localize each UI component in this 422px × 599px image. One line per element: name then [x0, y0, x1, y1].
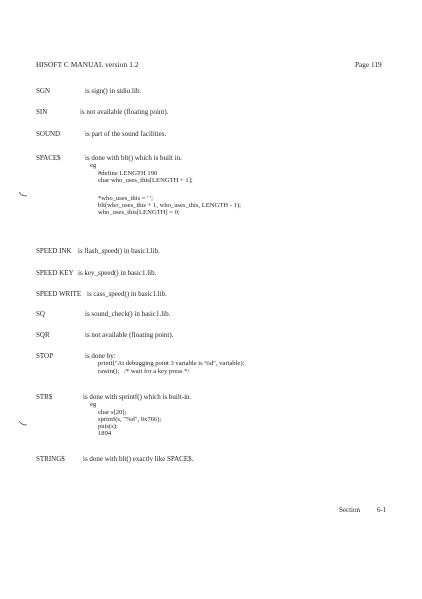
entry-desc-sqr: is not available (floating point). [85, 331, 174, 339]
entry-term-sound: SOUND [36, 130, 61, 138]
footer-section-label: Section [339, 506, 360, 514]
entry-term-sin: SIN [36, 108, 48, 116]
footer-section-number: 6-1 [377, 506, 387, 514]
entry-term-speed-ink: SPEED INK [36, 247, 72, 255]
entry-desc-speed-key: is key_speed() in basic1.lib. [78, 269, 157, 277]
entry-desc-sq: is sound_check() in basic1.lib. [85, 310, 171, 318]
entry-desc-sgn: is sign() in stdio.lib. [85, 87, 142, 95]
manual-title: HISOFT C MANUAL version 1.2 [36, 60, 139, 69]
margin-mark [18, 420, 28, 426]
str-example-line-4: 1894 [98, 430, 112, 437]
space-example-line-5: blt(who_uses_this + 1, who_uses_this, LENGTH - 1); [98, 202, 241, 209]
entry-desc-speed-write: is cass_speed() in basic1.lib. [87, 290, 167, 298]
margin-mark [18, 191, 28, 197]
entry-desc-str: is done with sprintf() which is built-in. [83, 393, 192, 401]
space-example-line-4: *who_uses_this = ' '; [98, 195, 154, 202]
stop-example-line-2: rawin(); /* wait for a key press */ [98, 368, 190, 375]
str-example-eg: eg [90, 401, 97, 408]
page-number: Page 119 [355, 60, 382, 69]
entry-term-stop: STOP [36, 352, 53, 360]
space-example-eg: eg [90, 162, 97, 169]
entry-desc-string: is done with blt() exactly like SPACE$. [83, 455, 194, 463]
entry-desc-speed-ink: is flash_speed() in basic1.lib. [78, 247, 160, 255]
entry-term-speed-key: SPEED KEY [36, 269, 74, 277]
entry-term-str: STR$ [36, 393, 53, 401]
entry-term-sq: SQ [36, 310, 45, 318]
space-example-line-1: #define LENGTH 190 [98, 170, 158, 177]
str-example-line-1: char s[20]; [98, 409, 127, 416]
entry-desc-space: is done with blt() which is built in. [85, 154, 182, 162]
entry-term-string: STRING$ [36, 455, 65, 463]
entry-term-speed-write: SPEED WRITE [36, 290, 82, 298]
str-example-line-3: puts(s); [98, 423, 118, 430]
entry-desc-sin: is not available (floating point). [80, 108, 169, 116]
stop-example-line-1: printf("At debugging point 3 variable is %d", variable); [98, 360, 245, 367]
entry-term-sgn: SGN [36, 87, 51, 95]
entry-desc-sound: is part of the sound facilities. [85, 130, 167, 138]
entry-term-sqr: SQR [36, 331, 50, 339]
space-example-line-2: char who_uses_this[LENGTH + 1]; [98, 177, 193, 184]
space-example-line-6: who_uses_this[LENGTH] = 0; [98, 209, 180, 216]
entry-term-space: SPACE$ [36, 154, 61, 162]
str-example-line-2: sprintf(s, "%d", 0x766); [98, 416, 162, 423]
entry-desc-stop: is done by: [85, 352, 116, 360]
